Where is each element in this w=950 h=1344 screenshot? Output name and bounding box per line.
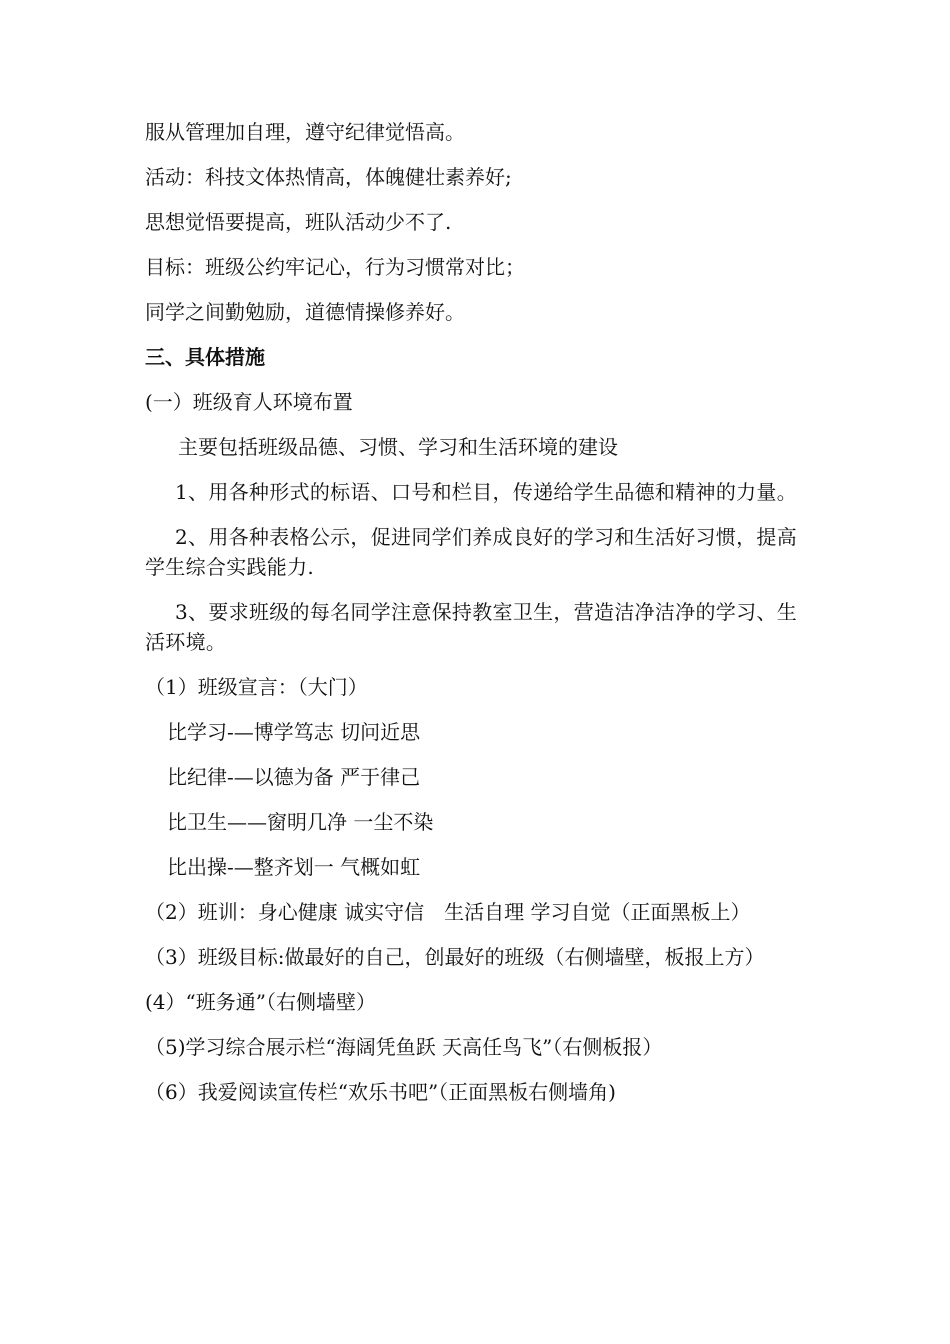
numbered-item: 3、要求班级的每名同学注意保持教室卫生，营造洁净洁净的学习、生活环境。	[145, 600, 798, 654]
declaration-line: 比出操-—整齐划一 气概如虹	[167, 855, 421, 879]
point-item: （5)学习综合展示栏“海阔凭鱼跃 天高任鸟飞”（右侧板报）	[145, 1035, 663, 1059]
document-body	[145, 117, 815, 1122]
text-line: 服从管理加自理，遵守纪律觉悟高。	[145, 120, 465, 144]
declaration-title: （1）班级宣言：（大门）	[145, 675, 368, 699]
text-line: 活动：科技文体热情高，体魄健壮素养好;	[145, 165, 512, 189]
point-item: (4）“班务通”（右侧墙壁）	[145, 990, 376, 1014]
numbered-item: 1、用各种形式的标语、口号和栏目，传递给学生品德和精神的力量。	[175, 480, 798, 504]
declaration-line: 比卫生——窗明几净 一尘不染	[167, 810, 434, 834]
declaration-line: 比纪律-—以德为备 严于律己	[167, 765, 421, 789]
numbered-item: 2、用各种表格公示，促进同学们养成良好的学习和生活好习惯，提高学生综合实践能力.	[145, 525, 798, 579]
declaration-line: 比学习-—博学笃志 切问近思	[167, 720, 421, 744]
point-item: （2）班训：身心健康 诚实守信 生活自理 学习自觉（正面黑板上）	[145, 900, 751, 924]
point-item: （6）我爱阅读宣传栏“欢乐书吧”（正面黑板右侧墙角)	[145, 1080, 616, 1104]
text-line: 思想觉悟要提高，班队活动少不了.	[145, 210, 452, 234]
point-item: （3）班级目标:做最好的自己，创最好的班级（右侧墙壁，板报上方）	[145, 945, 765, 969]
text-line: 目标：班级公约牢记心，行为习惯常对比；	[145, 255, 525, 279]
text-line: 同学之间勤勉励，道德情操修养好。	[145, 300, 465, 324]
intro-paragraph: 主要包括班级品德、习惯、学习和生活环境的建设	[178, 435, 618, 459]
subsection-heading: (一）班级育人环境布置	[145, 390, 353, 414]
section-heading: 三、具体措施	[145, 345, 265, 369]
